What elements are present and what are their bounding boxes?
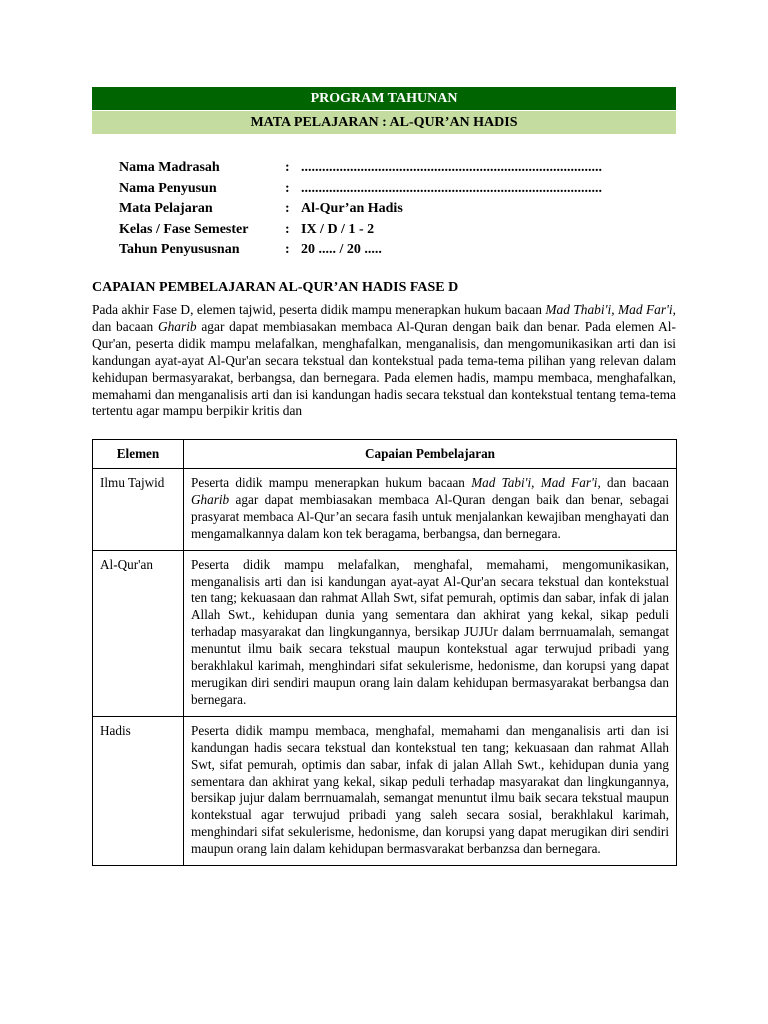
intro-text: , dan bacaan: [92, 302, 677, 334]
info-value: Al-Qur’an Hadis: [301, 201, 403, 216]
description-cell: Peserta didik mampu membaca, menghafal, memahami dan menganalisis arti dan isi kandungan hadis secara tekstual dan kontekstual ten tang; kekuasaan dan rahmat Allah Swt, sifat pemurah, optimis dan sabar, infak di jalan Allah Swt., kehidupan dunia yang sementara dan akhirat yang kekal, sikap peduli terhadap masyarakat dan lingkungannya, bersikap jujur dalam berrnuamalah, semangat menuntut ilmu baik secara tekstual maupun kontekstual agar terwujud pribadi yang saleh secara sosial, berakhlakul karimah, menghindari sifat sekulerisme, hedonisme, dan korupsi yang dapat merugikan diri sendiri maupun orang lain dalam kehidupan bermasvarakat berbanzsa dan bernegara.: [184, 716, 677, 865]
info-colon: :: [285, 160, 290, 175]
info-label: Nama Penyusun: [119, 180, 217, 196]
intro-italic-term: Gharib: [157, 318, 197, 334]
desc-italic-term: Mad Tabi'i: [471, 475, 532, 490]
info-label: Tahun Penyususnan: [119, 242, 240, 257]
info-row-madrasah: [119, 158, 641, 179]
info-colon: :: [285, 221, 290, 237]
intro-italic-term: Mad Far'i: [617, 302, 673, 317]
desc-italic-term: Mad Far'i: [540, 475, 598, 490]
info-colon: :: [285, 201, 290, 216]
desc-text: agar dapat membiasakan membaca Al-Quran dengan baik dan benar, sebagai prasyarat membaca Al-Qur’an secara fasih untuk menjalankan kewajiban menghayati dan mengamalkannya dalam kon tek beragama, berbangsa, dan bernegara.: [191, 491, 669, 541]
subject-subtitle: MATA PELAJARAN : AL-QUR’AN HADIS: [92, 111, 676, 134]
header-elemen: Elemen: [93, 440, 184, 469]
info-colon: :: [285, 242, 290, 257]
intro-text: Pada akhir Fase D, elemen tajwid, peserta didik mampu menerapkan hukum bacaan: [92, 302, 546, 317]
info-colon: :: [285, 180, 290, 196]
description-cell: Peserta didik mampu melafalkan, menghafal, memahami, mengomunikasikan, menganalisis arti dan isi kandungan ayat-ayat Al-Qur'an secara tekstual dan kontekstual ten tang; kekuasaan dan rahmat Allah Swt, sifat pemurah, optimis dan sabar, infak di jalan Allah Swt., kehidupan dunia yang sementara dan akhirat yang kekal, sikap peduli terhadap masyarakat dan lingkungannya, bersikap JUJUr dalam berrnuamalah, semangat menuntut ilmu baik secara tekstual maupun kontekstual agar terwujud pribadi yang berakhlakul karimah, menghindari sifat sekulerisme, hedonisme, dan korupsi yang dapat merugikan diri sendiri maupun orang lain dalam kehidupan bermasyarakat berbangsa dan bernegara.: [184, 550, 677, 716]
desc-italic-term: Gharib: [191, 491, 230, 507]
table-header-row: [93, 440, 677, 469]
identity-info: [119, 158, 641, 261]
info-label: Mata Pelajaran: [119, 201, 213, 216]
description-cell: [184, 469, 677, 551]
intro-paragraph: [92, 302, 676, 420]
table-row: [93, 716, 677, 865]
info-row-mapel: [119, 199, 641, 220]
element-cell: Al-Qur'an: [93, 550, 184, 716]
table-row: [93, 469, 677, 551]
intro-text: agar dapat membiasakan membaca Al-Quran dengan baik dan benar. Pada elemen Al-Qur'an, peserta didik mampu melafalkan, menghafalkan, menganalisis, dan mengomunikasikan arti dan isi kandungan ayat-ayat Al-Qur'an secara tekstual dan kontekstual pada tema-tema pilihan yang relevan dalam kehidupan bermasyarakat, berbangsa, dan bernegara. Pada elemen hadis, mampu membaca, menghafalkan, memahami dan menganalisis arti dan isi kandungan hadis secara tekstual dan kontekstual tentang tema-tema tertentu agar mampu berpikir kritis dan: [92, 318, 676, 419]
info-value: ......................................................................................: [301, 160, 602, 175]
info-value: ......................................................................................: [301, 180, 602, 196]
element-cell: Hadis: [93, 716, 184, 865]
program-title: PROGRAM TAHUNAN: [92, 87, 676, 110]
element-cell: Ilmu Tajwid: [93, 469, 184, 551]
info-label: Kelas / Fase Semester: [119, 221, 249, 237]
info-row-tahun: [119, 240, 641, 261]
header-capaian: Capaian Pembelajaran: [184, 440, 677, 469]
info-value: 20 ..... / 20 .....: [301, 242, 382, 257]
intro-text: ,: [611, 302, 618, 317]
info-row-penyusun: [119, 179, 641, 200]
info-label: Nama Madrasah: [119, 160, 220, 175]
info-row-kelas: [119, 220, 641, 241]
table-row: [93, 550, 677, 716]
section-heading: CAPAIAN PEMBELAJARAN AL-QUR’AN HADIS FASE D: [92, 280, 459, 295]
info-value: IX / D / 1 - 2: [301, 221, 375, 237]
intro-italic-term: Mad Thabi'i: [545, 302, 612, 317]
desc-text: Peserta didik mampu menerapkan hukum bacaan: [191, 475, 472, 490]
capaian-table: [92, 439, 677, 866]
desc-text: , dan bacaan: [597, 475, 669, 490]
desc-text: ,: [531, 475, 541, 490]
